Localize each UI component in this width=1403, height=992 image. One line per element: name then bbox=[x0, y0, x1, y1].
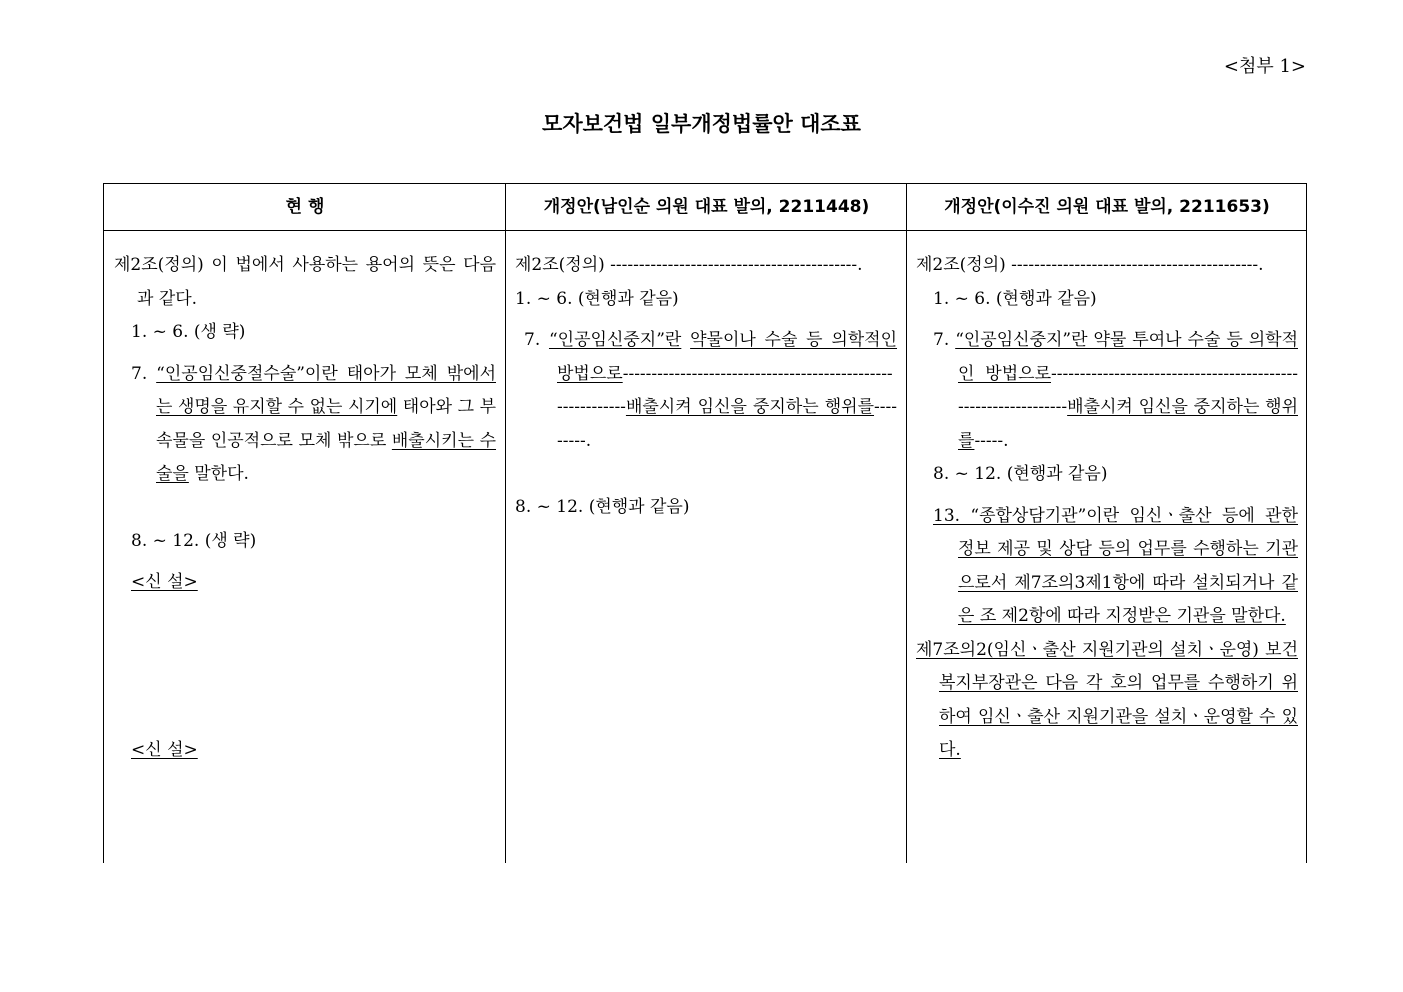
column-lee bbox=[916, 249, 1298, 768]
header-lee: 개정안(이수진 의원 대표 발의, 2211653) bbox=[944, 197, 1270, 217]
article-7-2-body: 보건복지부장관은 다음 각 호의 업무를 수행하기 위하여 임신ㆍ출산 지원기관을 설치ㆍ운영할 수 있다. bbox=[939, 639, 1298, 760]
item-7-term: “인공임신중지”란 bbox=[548, 330, 682, 350]
item-7-term: “인공임신중지”란 약물 투여나 수술 등 의학적인 방법으로 bbox=[955, 330, 1298, 384]
item-7 bbox=[114, 358, 496, 492]
items-1-6: 1. ~ 6. (생 략) bbox=[131, 322, 246, 342]
column-divider bbox=[505, 184, 506, 863]
header-current: 현 행 bbox=[285, 197, 325, 217]
article-2-head: 제2조(정의) -------------------------------------------. bbox=[916, 255, 1264, 275]
comparison-table bbox=[103, 183, 1307, 863]
items-1-6: 1. ~ 6. (현행과 같음) bbox=[515, 288, 679, 309]
item-7-number: 7. bbox=[131, 363, 157, 384]
item-7-text: 태아와 그 부속물을 인공적으로 모체 밖으로 bbox=[156, 397, 496, 451]
item-7-changed: 배출시키는 수술을 bbox=[156, 430, 497, 484]
column-current bbox=[114, 249, 496, 767]
items-8-12: 8. ~ 12. (현행과 같음) bbox=[933, 464, 1108, 484]
items-8-12: 8. ~ 12. (현행과 같음) bbox=[515, 497, 690, 517]
item-7 bbox=[515, 324, 897, 458]
article-2-head: 제2조(정의) -------------------------------------------. bbox=[515, 255, 863, 275]
new-provision-2: <신 설> bbox=[131, 739, 198, 760]
item-7-changed: 배출시켜 임신을 중지하는 행위를 bbox=[625, 397, 875, 417]
item-7-end: -----. bbox=[974, 430, 1009, 451]
item-13: 13. “종합상담기관”이란 임신ㆍ출산 등에 관한 정보 제공 및 상담 등의 업무를 수행하는 기관으로서 제7조의3제1항에 따라 설치되거나 같은 조 제2항에 따라 지정받은 기관을 말한다. bbox=[933, 505, 1298, 626]
items-1-6: 1. ~ 6. (현행과 같음) bbox=[933, 288, 1097, 309]
item-7-number: 7. bbox=[933, 330, 956, 350]
article-7-2 bbox=[916, 634, 1298, 768]
item-7-changed: 배출시켜 임신을 중지하는 행위를 bbox=[958, 397, 1298, 451]
new-provision-1: <신 설> bbox=[131, 572, 198, 592]
page-title: 모자보건법 일부개정법률안 대조표 bbox=[542, 112, 861, 136]
item-7-end: ---------. bbox=[557, 397, 897, 451]
items-8-12: 8. ~ 12. (생 략) bbox=[131, 530, 257, 551]
attachment-label: <첨부 1> bbox=[1223, 56, 1306, 77]
article-7-2-head: 제7조의2(임신ㆍ출산 지원기관의 설치ㆍ운영) bbox=[916, 639, 1259, 660]
item-7-number: 7. bbox=[524, 330, 549, 350]
item-7-method: 약물이나 수술 등 의학적인 방법으로 bbox=[557, 330, 898, 384]
column-divider bbox=[906, 184, 907, 863]
item-7-term: “인공임신중절수술”이란 태아가 모체 밖에서는 생명을 유지할 수 없는 시기에 bbox=[156, 363, 496, 417]
item-7-dashes: -------------------------------------------------------------- bbox=[958, 363, 1298, 417]
article-2-head: 제2조(정의) 이 법에서 사용하는 용어의 뜻은 다음과 같다. bbox=[114, 255, 496, 309]
header-divider bbox=[104, 230, 1306, 231]
item-7-dashes: ----------------------------------------------------------- bbox=[557, 363, 893, 417]
item-7-end: 말한다. bbox=[188, 464, 249, 484]
header-nam: 개정안(남인순 의원 대표 발의, 2211448) bbox=[543, 197, 870, 217]
column-nam bbox=[515, 249, 897, 525]
item-7 bbox=[916, 324, 1298, 458]
